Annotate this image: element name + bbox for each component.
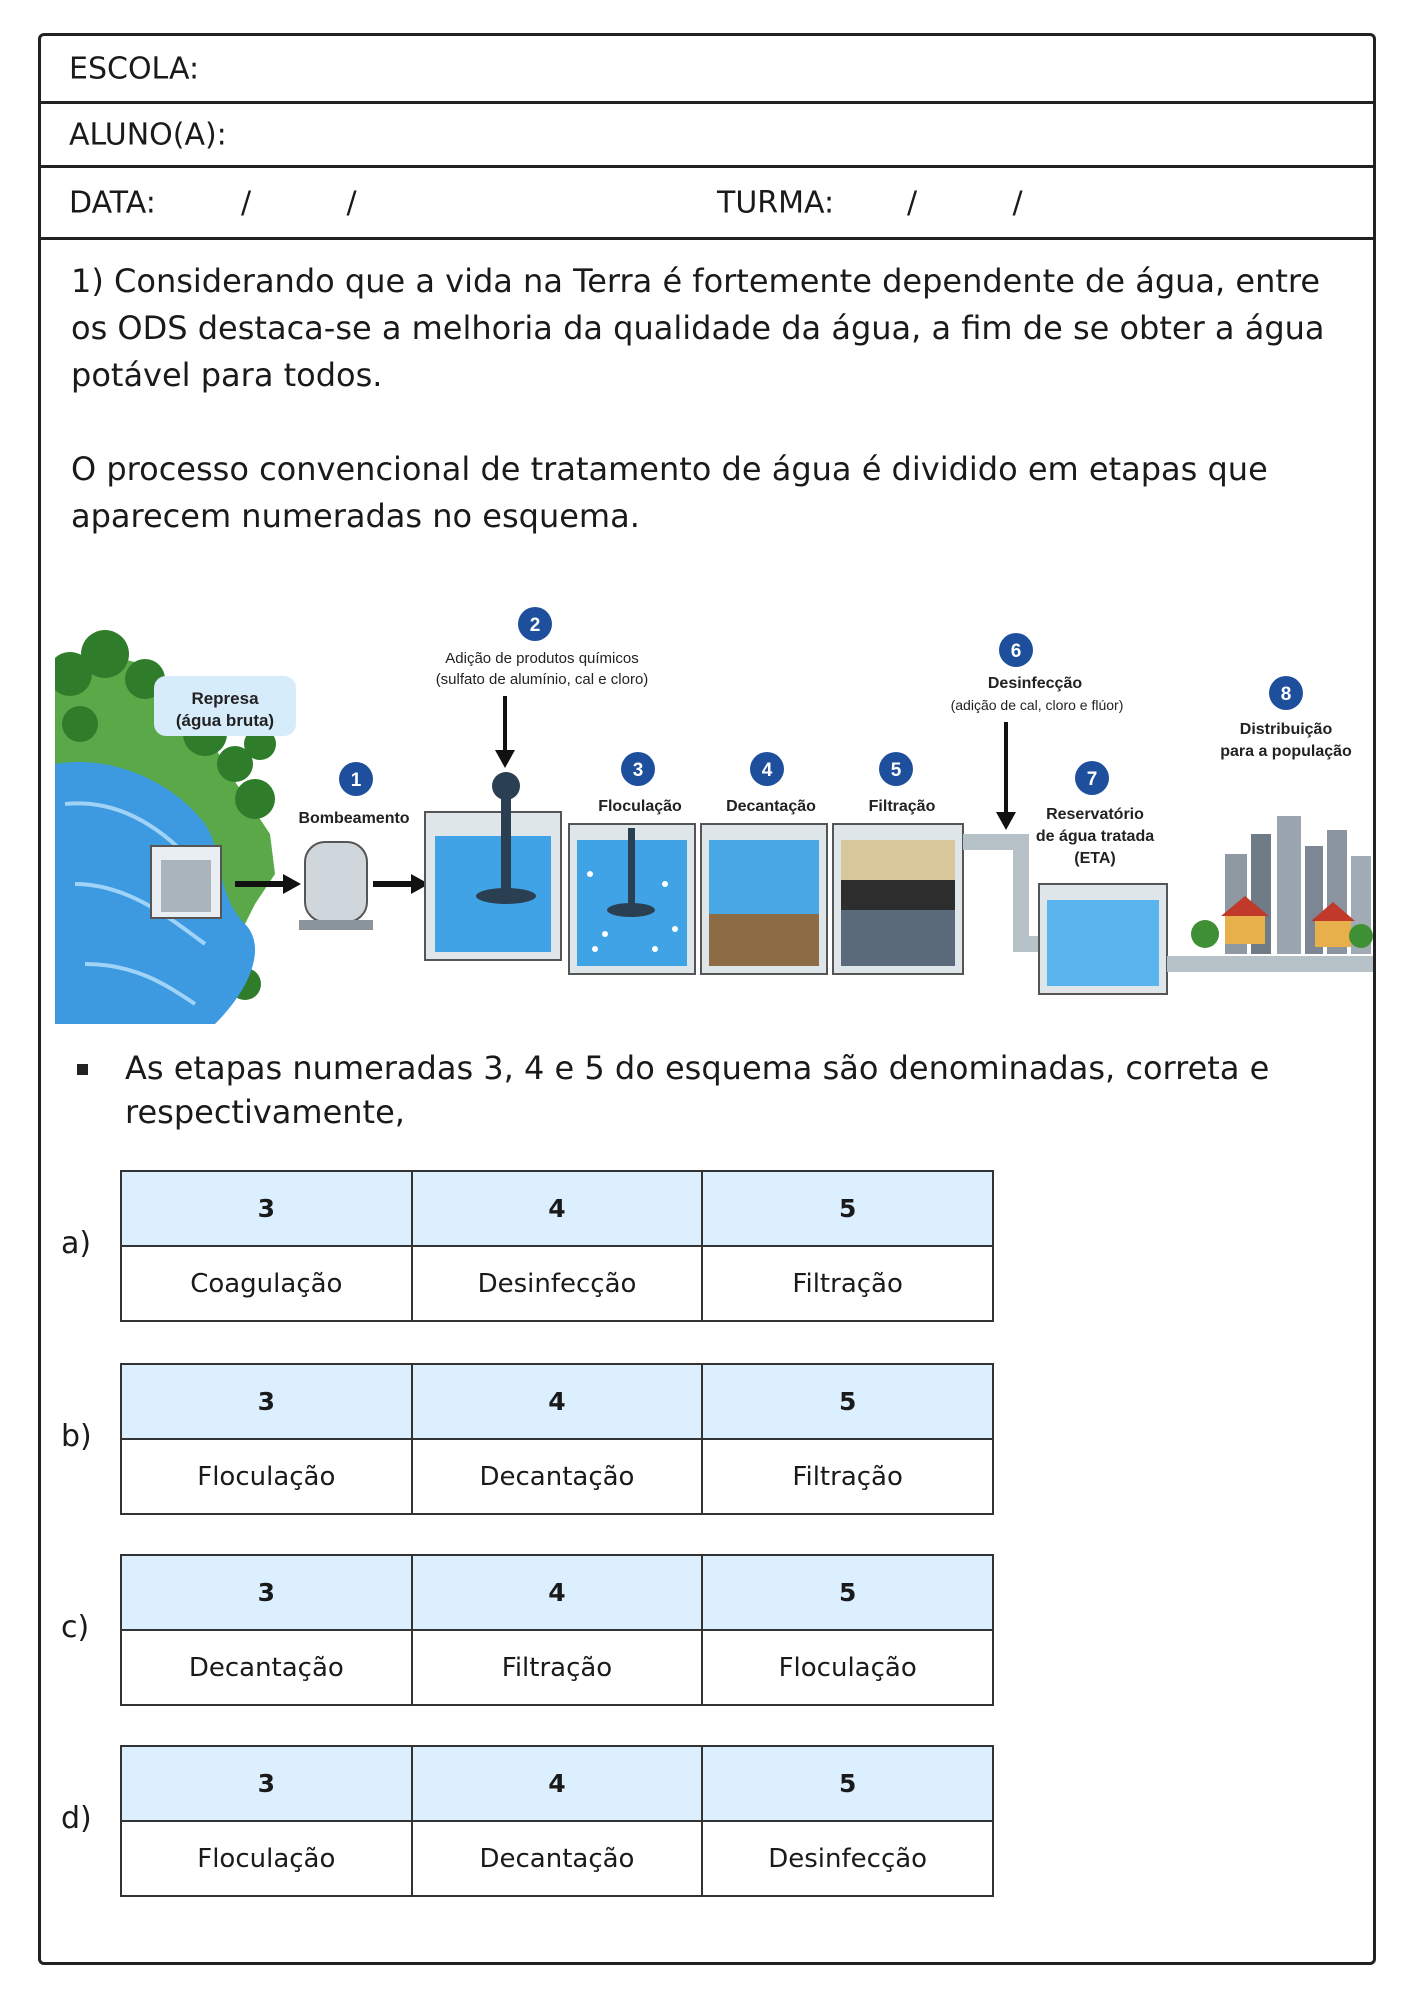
date-slashes: / / bbox=[241, 185, 357, 220]
class-slashes: / / bbox=[907, 185, 1023, 220]
date-class-row bbox=[41, 168, 1373, 240]
option-c-header-1: 3 bbox=[121, 1555, 412, 1630]
option-d-value-2: Decantação bbox=[412, 1821, 703, 1896]
step5-number: 5 bbox=[890, 760, 902, 781]
decantation-sludge bbox=[709, 914, 819, 966]
step8-number: 8 bbox=[1280, 684, 1292, 705]
option-d-table[interactable] bbox=[120, 1745, 994, 1897]
step4-number: 4 bbox=[761, 760, 773, 781]
option-b-table[interactable] bbox=[120, 1363, 994, 1515]
option-d-header-3: 5 bbox=[702, 1746, 993, 1821]
step8-label-1: Distribuição bbox=[1239, 721, 1333, 738]
step2-label-2: (sulfato de alumínio, cal e cloro) bbox=[435, 671, 649, 688]
option-d-letter: d) bbox=[61, 1801, 92, 1836]
option-c-value-1: Decantação bbox=[121, 1630, 412, 1705]
decantation-water bbox=[709, 840, 819, 914]
step2-label-1: Adição de produtos químicos bbox=[445, 650, 639, 667]
option-c-letter: c) bbox=[61, 1610, 90, 1645]
school-row bbox=[41, 36, 1373, 104]
option-d-value-3: Desinfecção bbox=[702, 1821, 993, 1896]
option-c-header-3: 5 bbox=[702, 1555, 993, 1630]
option-b-header-3: 5 bbox=[702, 1364, 993, 1439]
option-a-value-2: Desinfecção bbox=[412, 1246, 703, 1321]
option-b-value-3: Filtração bbox=[702, 1439, 993, 1514]
bullet-marker bbox=[77, 1064, 88, 1075]
option-a-header-2: 4 bbox=[412, 1171, 703, 1246]
pump bbox=[305, 842, 367, 922]
date-label: DATA: bbox=[69, 185, 156, 220]
option-a-table[interactable] bbox=[120, 1170, 994, 1322]
filter-carbon bbox=[841, 880, 955, 910]
reservoir-water bbox=[1047, 900, 1159, 986]
step6-label-2: (adição de cal, cloro e flúor) bbox=[950, 697, 1124, 713]
prompt-text: As etapas numeradas 3, 4 e 5 do esquema são denominadas, correta e respectivamente, bbox=[125, 1049, 1270, 1131]
student-row bbox=[41, 104, 1373, 168]
option-a-header-1: 3 bbox=[121, 1171, 412, 1246]
student-label: ALUNO(A): bbox=[69, 117, 227, 152]
mixer-paddle bbox=[476, 888, 536, 904]
step1-label: Bombeamento bbox=[298, 810, 410, 827]
step3-number: 3 bbox=[632, 760, 644, 781]
worksheet bbox=[38, 33, 1376, 1965]
option-a-letter: a) bbox=[61, 1226, 92, 1261]
arrow-to-pump-head bbox=[283, 874, 301, 894]
option-a-value-3: Filtração bbox=[702, 1246, 993, 1321]
step1-number: 1 bbox=[350, 770, 362, 791]
water-treatment-diagram bbox=[55, 584, 1373, 1054]
step8-label-2: para a população bbox=[1220, 743, 1352, 760]
filter-gravel bbox=[841, 910, 955, 966]
floc-shaft bbox=[628, 828, 635, 910]
pipe-to-reservoir bbox=[963, 842, 1045, 944]
mixer-shaft bbox=[501, 784, 511, 894]
option-d-value-1: Floculação bbox=[121, 1821, 412, 1896]
option-d-header-1: 3 bbox=[121, 1746, 412, 1821]
step7-label-3: (ETA) bbox=[1074, 850, 1116, 867]
option-b-letter: b) bbox=[61, 1419, 92, 1454]
represa-label-1: Represa bbox=[191, 689, 259, 708]
option-b-header-2: 4 bbox=[412, 1364, 703, 1439]
step6-label-1: Desinfecção bbox=[987, 675, 1083, 692]
option-c-value-3: Floculação bbox=[702, 1630, 993, 1705]
class-label: TURMA: bbox=[717, 185, 835, 220]
step4-label: Decantação bbox=[726, 798, 816, 815]
step6-number: 6 bbox=[1010, 641, 1022, 662]
step7-number: 7 bbox=[1086, 769, 1098, 790]
option-c-table[interactable] bbox=[120, 1554, 994, 1706]
step2-arrow-head bbox=[495, 750, 515, 768]
step7-label-1: Reservatório bbox=[1046, 806, 1144, 823]
question-paragraph-1: 1) Considerando que a vida na Terra é fortemente dependente de água, entre os ODS destaca-se a melhoria da qualidade da água, a fim de se obter a água potável para todos. bbox=[71, 262, 1325, 394]
step6-arrow-head bbox=[996, 812, 1016, 830]
question-paragraph-2: O processo convencional de tratamento de água é dividido em etapas que aparecem numeradas no esquema. bbox=[71, 450, 1268, 535]
intake-opening bbox=[161, 860, 211, 912]
option-c-value-2: Filtração bbox=[412, 1630, 703, 1705]
option-a-header-3: 5 bbox=[702, 1171, 993, 1246]
floc-paddle bbox=[607, 903, 655, 917]
step5-label: Filtração bbox=[868, 798, 936, 815]
option-b-header-1: 3 bbox=[121, 1364, 412, 1439]
option-b-value-1: Floculação bbox=[121, 1439, 412, 1514]
represa-label-2: (água bruta) bbox=[175, 711, 275, 730]
step7-label-2: de água tratada bbox=[1035, 828, 1155, 845]
mixer-motor bbox=[492, 772, 520, 800]
school-label: ESCOLA: bbox=[69, 51, 200, 86]
option-c-header-2: 4 bbox=[412, 1555, 703, 1630]
option-d-header-2: 4 bbox=[412, 1746, 703, 1821]
filter-sand bbox=[841, 840, 955, 880]
option-b-value-2: Decantação bbox=[412, 1439, 703, 1514]
step2-number: 2 bbox=[529, 615, 541, 636]
city-skyline bbox=[1191, 816, 1373, 954]
option-a-value-1: Coagulação bbox=[121, 1246, 412, 1321]
pump-base bbox=[299, 920, 373, 930]
step3-label: Floculação bbox=[598, 798, 682, 815]
